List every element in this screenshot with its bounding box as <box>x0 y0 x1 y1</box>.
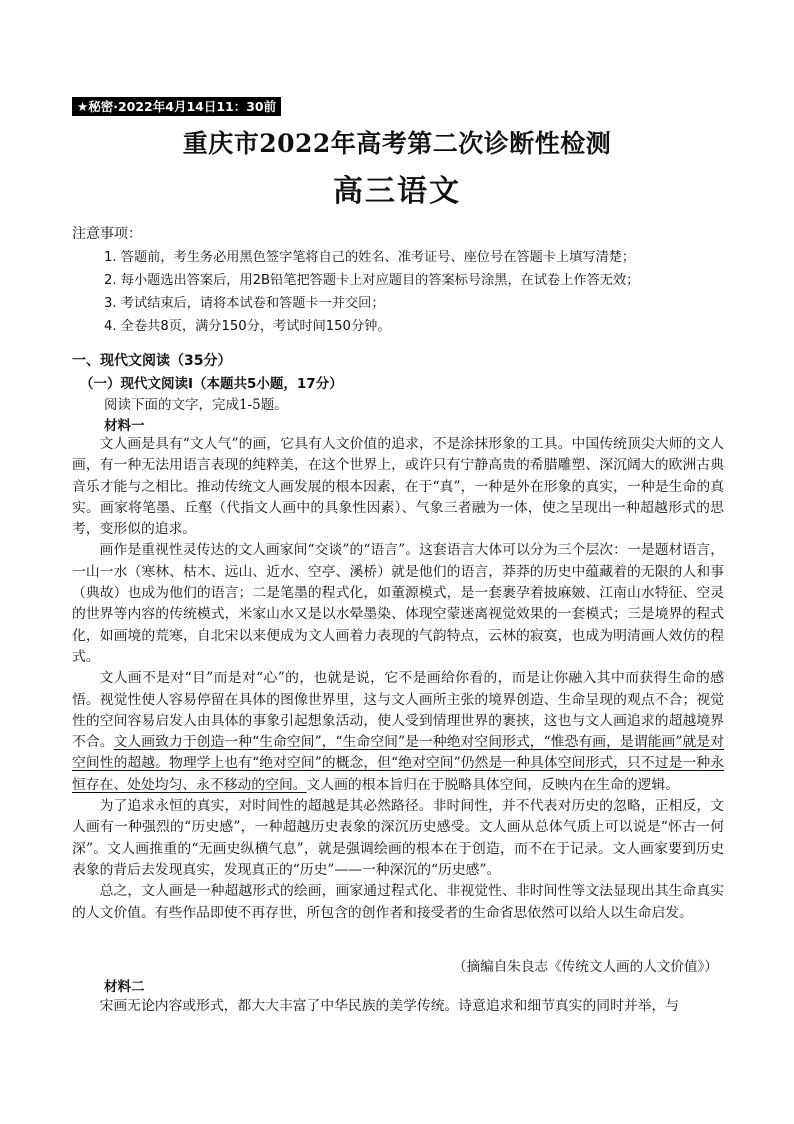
underlined-passage: 文人画致力于创造一种“生命空间”，“生命空间”是一种绝对空间形式，“惟恐有画，是谓能画”就是对空间性的超越。物理学上也有“绝对空间”的概念，但“绝对空间”仍然是一种具体空间形式，只不过是一种永恒存在、处处均匀、永不移动的空间。 <box>72 734 725 793</box>
paragraph-3-end: 文人画的根本旨归在于脱略具体空间，反映内在生命的逻辑。 <box>306 776 680 793</box>
paragraph-1: 文人画是具有“文人气”的画，它具有人文价值的追求，不是涂抹形象的工具。中国传统顶尖大师的文人画，有一种无法用语言表现的纯粹美，在这个世界上，或许只有宁静高贵的希腊雕塑、深沉阔大的欧洲古典音乐才能与之相比。推动传统文人画发展的根本因素，在于“真”，一种是外在形象的真实，一种是生命的真实。画家将笔墨、丘壑（代指文人画中的具象性因素）、气象三者融为一体，使之呈现出一种超越形式的思考，变形似的追求。 <box>72 436 724 538</box>
note-item-1: 1. 答题前，考生务必用黑色签字笔将自己的姓名、准考证号、座位号在答题卡上填写清楚； <box>104 250 636 265</box>
paragraph-2: 画作是重视性灵传达的文人画家间“交谈”的“语言”。这套语言大体可以分为三个层次：一是题材语言，一山一水（寒林、枯木、远山、近水、空亭、溪桥）就是他们的语言，莽莽的历史中蕴藏着的无限的人和事（典故）也成为他们的语言；二是笔墨的程式化，如董源模式，是一套裹孕着披麻皴、江南山水特征、空灵的世界等内容的传统模式，米家山水又是以水晕墨染、体现空蒙迷离视觉效果的一套模式；三是境界的程式化，如画境的荒寒，自北宋以来便成为文人画着力表现的气韵特点，云林的寂寞，也成为明清画人效仿的程式。 <box>72 542 724 665</box>
note-item-2: 2. 每小题选出答案后，用2B铅笔把答题卡上对应题目的答案标号涂黑，在试卷上作答无效； <box>104 273 640 288</box>
source-citation: （摘编自朱良志《传统文人画的人文价值》） <box>452 959 718 975</box>
section-title: 一、现代文阅读（35分） <box>72 353 232 369</box>
subject-title: 高三语文 <box>333 174 461 209</box>
material-1-label: 材料一 <box>104 418 145 434</box>
secret-tag: ★秘密·2022年4月14日11：30前 <box>72 97 281 116</box>
material-1-body <box>72 434 724 924</box>
material-2-paragraph-1: 宋画无论内容或形式，都大大丰富了中华民族的美学传统。诗意追求和细节真实的同时并举，与 <box>99 998 680 1014</box>
note-item-3: 3. 考试结束后，请将本试卷和答题卡一并交回； <box>104 296 385 311</box>
notes-heading: 注意事项： <box>72 226 142 242</box>
subsection-title: （一）现代文阅读Ⅰ（本题共5小题，17分） <box>80 376 343 392</box>
exam-title: 重庆市2022年高考第二次诊断性检测 <box>182 129 612 158</box>
material-2-label: 材料二 <box>104 979 145 995</box>
paragraph-5: 总之，文人画是一种超越形式的绘画，画家通过程式化、非视觉性、非时间性等文法显现出其生命真实的人文价值。有些作品即使不再存世，所包含的创作者和接受者的生命省思依然可以给人以生命启发。 <box>72 883 724 921</box>
material-2-body <box>72 996 724 1017</box>
paragraph-3 <box>72 668 724 796</box>
paragraph-3-start: 文人画不是对“目”而是对“心”的，也就是说，它不是画给你看的，而是让你融入其中而获得生命的感悟。视觉性使人容易停留在具体的图像世界里，这与文人画所主张的境界创造、生命呈现的观点不合；视觉性的空间容易启发人由具体的事象引起想象活动，使人受到情理世界的裹挟，这也与文人画追求的超越境界不合。 <box>72 670 724 751</box>
paragraph-4: 为了追求永恒的真实，对时间性的超越是其必然路径。非时间性，并不代表对历史的忽略，正相反，文人画有一种强烈的“历史感”，一种超越历史表象的深沉历史感受。文人画从总体气质上可以说是“怀古一何深”。文人画推重的“无画史纵横气息”，就是强调绘画的根本在于创造，而不在于记录。文人画家要到历史表象的背后去发现真实，发现真正的“历史”——一种深沉的“历史感”。 <box>72 798 724 878</box>
reading-instruction: 阅读下面的文字，完成1-5题。 <box>104 397 288 413</box>
note-item-4: 4. 全卷共8页，满分150分，考试时间150分钟。 <box>104 319 391 334</box>
